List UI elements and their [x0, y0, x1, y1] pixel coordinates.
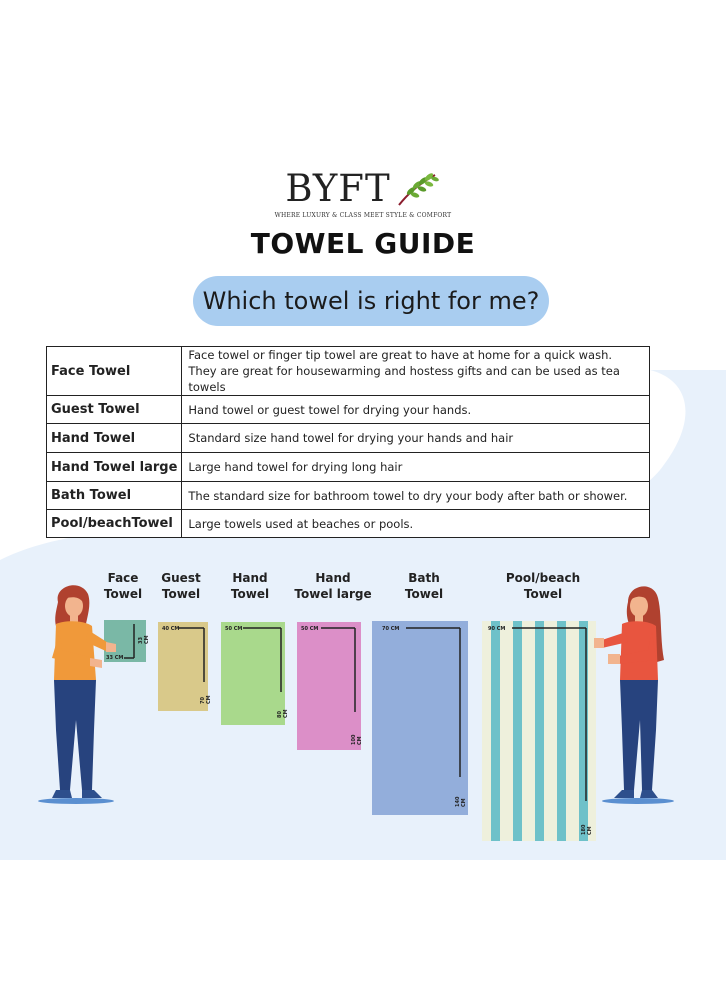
label-line: Hand — [232, 571, 268, 585]
hand-towel-width: 50 CM — [225, 626, 243, 632]
label-line: Face — [107, 571, 139, 585]
label-line: Towel — [103, 587, 143, 601]
table-row — [47, 453, 650, 482]
towel-description: Large towels used at beaches or pools. — [182, 510, 650, 538]
bath-towel — [372, 621, 468, 815]
bath-towel-height: 140 CM — [455, 796, 467, 807]
towel-description: Standard size hand towel for drying your hands and hair — [182, 424, 650, 453]
face-towel-width: 33 CM — [106, 655, 124, 661]
dimension-lines — [297, 622, 361, 750]
hand-towel-large — [297, 622, 361, 750]
face-towel-height: 33 CM — [138, 635, 150, 644]
towel-description: Hand towel or guest towel for drying your hands. — [182, 396, 650, 424]
towel-label-hand-large — [292, 570, 374, 602]
woman-right-illustration — [592, 580, 682, 805]
leaf-icon — [395, 171, 441, 207]
label-line: Bath — [408, 571, 440, 585]
label-line: Towel — [161, 587, 201, 601]
towel-label-guest — [153, 570, 209, 602]
guest-towel — [158, 622, 212, 711]
towel-label-bath — [392, 570, 456, 602]
pool-beach-towel-height: 180 CM — [581, 824, 593, 835]
towel-guide-table — [46, 346, 650, 538]
towel-description: The standard size for bathroom towel to dry your body after bath or shower. — [182, 482, 650, 510]
page-title: TOWEL GUIDE — [250, 227, 476, 260]
hand-towel-large-height: 100 CM — [351, 734, 363, 745]
bath-towel-width: 70 CM — [382, 626, 400, 632]
table-row — [47, 482, 650, 510]
table-row — [47, 424, 650, 453]
hand-towel-height: 80 CM — [277, 709, 289, 718]
towel-label-pool-beach — [498, 570, 588, 602]
description-line: They are great for housewarming and hostess gifts and can be used as tea towels — [188, 364, 620, 394]
brand-name: BYFT — [285, 167, 391, 210]
pool-beach-towel-width: 90 CM — [488, 626, 506, 632]
dimension-lines — [221, 622, 285, 725]
label-line: Towel — [523, 587, 563, 601]
table-row — [47, 347, 650, 396]
table-row — [47, 510, 650, 538]
towel-description: Large hand towel for drying long hair — [182, 453, 650, 482]
label-line: Towel — [404, 587, 444, 601]
label-line: Pool/beach — [505, 571, 581, 585]
label-line: Towel — [230, 587, 270, 601]
hand-towel — [221, 622, 289, 725]
label-line: Hand — [315, 571, 351, 585]
label-line: Guest — [161, 571, 201, 585]
guest-towel-height: 70 CM — [200, 695, 212, 704]
dimension-lines — [372, 621, 468, 815]
pool-beach-towel — [482, 621, 596, 841]
towel-label-hand — [222, 570, 278, 602]
woman-left-illustration — [36, 580, 126, 805]
guest-towel-width: 40 CM — [162, 626, 180, 632]
towel-name: Hand Towel large — [47, 453, 182, 482]
towel-name: Bath Towel — [47, 482, 182, 510]
hand-towel-large-width: 50 CM — [301, 626, 319, 632]
brand-logo — [0, 167, 726, 210]
towel-name: Face Towel — [47, 347, 182, 396]
towel-stripes — [482, 621, 596, 841]
towel-name: Guest Towel — [47, 396, 182, 424]
towel-name: Pool/beachTowel — [47, 510, 182, 538]
label-line: Towel large — [294, 587, 372, 601]
table-row — [47, 396, 650, 424]
towel-size-illustration — [0, 560, 726, 860]
description-line: Face towel or finger tip towel are great to have at home for a quick wash. — [188, 348, 613, 362]
question-pill: Which towel is right for me? — [193, 276, 549, 326]
towel-name: Hand Towel — [47, 424, 182, 453]
brand-tagline: WHERE LUXURY & CLASS MEET STYLE & COMFORT — [274, 212, 452, 219]
towel-description — [182, 347, 650, 396]
